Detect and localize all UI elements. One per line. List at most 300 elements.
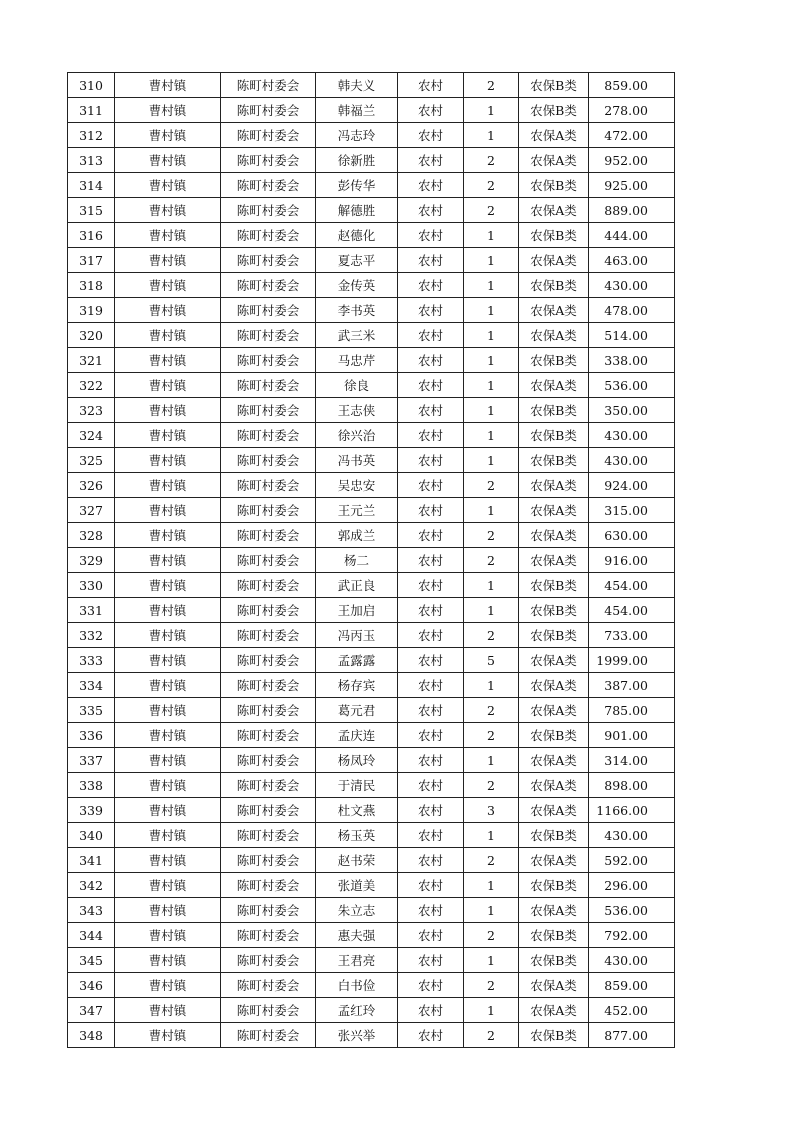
area-type-cell: 农村 (398, 873, 464, 898)
amount-cell: 536.00 (589, 373, 675, 398)
household-size-cell: 1 (464, 423, 519, 448)
amount-cell: 454.00 (589, 573, 675, 598)
village-committee-cell: 陈町村委会 (221, 198, 316, 223)
town-cell: 曹村镇 (115, 198, 221, 223)
table-row (68, 823, 675, 848)
name-cell: 杨二 (316, 548, 398, 573)
village-committee-cell: 陈町村委会 (221, 798, 316, 823)
area-type-cell: 农村 (398, 923, 464, 948)
category-cell: 农保A类 (519, 998, 589, 1023)
table-row (68, 573, 675, 598)
household-size-cell: 1 (464, 248, 519, 273)
household-size-cell: 2 (464, 523, 519, 548)
area-type-cell: 农村 (398, 223, 464, 248)
town-cell: 曹村镇 (115, 123, 221, 148)
household-size-cell: 1 (464, 223, 519, 248)
row-number-cell: 312 (68, 123, 115, 148)
household-size-cell: 2 (464, 173, 519, 198)
name-cell: 韩夫义 (316, 73, 398, 98)
category-cell: 农保B类 (519, 173, 589, 198)
area-type-cell: 农村 (398, 348, 464, 373)
name-cell: 徐良 (316, 373, 398, 398)
table-row (68, 623, 675, 648)
amount-cell: 592.00 (589, 848, 675, 873)
village-committee-cell: 陈町村委会 (221, 248, 316, 273)
row-number-cell: 331 (68, 598, 115, 623)
name-cell: 杜文燕 (316, 798, 398, 823)
amount-cell: 387.00 (589, 673, 675, 698)
data-table (67, 72, 675, 1048)
row-number-cell: 330 (68, 573, 115, 598)
amount-cell: 314.00 (589, 748, 675, 773)
table-row (68, 223, 675, 248)
table-row (68, 373, 675, 398)
village-committee-cell: 陈町村委会 (221, 1023, 316, 1048)
amount-cell: 463.00 (589, 248, 675, 273)
area-type-cell: 农村 (398, 398, 464, 423)
category-cell: 农保A类 (519, 748, 589, 773)
village-committee-cell: 陈町村委会 (221, 873, 316, 898)
village-committee-cell: 陈町村委会 (221, 298, 316, 323)
household-size-cell: 5 (464, 648, 519, 673)
name-cell: 孟庆连 (316, 723, 398, 748)
household-size-cell: 1 (464, 748, 519, 773)
village-committee-cell: 陈町村委会 (221, 498, 316, 523)
category-cell: 农保B类 (519, 823, 589, 848)
amount-cell: 444.00 (589, 223, 675, 248)
town-cell: 曹村镇 (115, 948, 221, 973)
town-cell: 曹村镇 (115, 348, 221, 373)
table-row (68, 523, 675, 548)
table-row (68, 698, 675, 723)
category-cell: 农保A类 (519, 673, 589, 698)
row-number-cell: 319 (68, 298, 115, 323)
area-type-cell: 农村 (398, 898, 464, 923)
row-number-cell: 326 (68, 473, 115, 498)
household-size-cell: 1 (464, 323, 519, 348)
town-cell: 曹村镇 (115, 1023, 221, 1048)
area-type-cell: 农村 (398, 673, 464, 698)
village-committee-cell: 陈町村委会 (221, 398, 316, 423)
row-number-cell: 340 (68, 823, 115, 848)
category-cell: 农保A类 (519, 373, 589, 398)
town-cell: 曹村镇 (115, 523, 221, 548)
category-cell: 农保A类 (519, 648, 589, 673)
name-cell: 彭传华 (316, 173, 398, 198)
category-cell: 农保A类 (519, 148, 589, 173)
table-row (68, 998, 675, 1023)
amount-cell: 350.00 (589, 398, 675, 423)
category-cell: 农保A类 (519, 248, 589, 273)
town-cell: 曹村镇 (115, 323, 221, 348)
row-number-cell: 333 (68, 648, 115, 673)
name-cell: 郭成兰 (316, 523, 398, 548)
row-number-cell: 346 (68, 973, 115, 998)
household-size-cell: 3 (464, 798, 519, 823)
category-cell: 农保A类 (519, 973, 589, 998)
table-body (68, 73, 675, 1048)
town-cell: 曹村镇 (115, 498, 221, 523)
amount-cell: 1166.00 (589, 798, 675, 823)
table-row (68, 773, 675, 798)
category-cell: 农保A类 (519, 523, 589, 548)
area-type-cell: 农村 (398, 548, 464, 573)
row-number-cell: 335 (68, 698, 115, 723)
area-type-cell: 农村 (398, 648, 464, 673)
area-type-cell: 农村 (398, 323, 464, 348)
household-size-cell: 2 (464, 548, 519, 573)
name-cell: 孟露露 (316, 648, 398, 673)
row-number-cell: 318 (68, 273, 115, 298)
village-committee-cell: 陈町村委会 (221, 523, 316, 548)
town-cell: 曹村镇 (115, 423, 221, 448)
table-row (68, 173, 675, 198)
row-number-cell: 332 (68, 623, 115, 648)
row-number-cell: 336 (68, 723, 115, 748)
village-committee-cell: 陈町村委会 (221, 648, 316, 673)
household-size-cell: 1 (464, 348, 519, 373)
row-number-cell: 345 (68, 948, 115, 973)
town-cell: 曹村镇 (115, 448, 221, 473)
amount-cell: 1999.00 (589, 648, 675, 673)
table-row (68, 948, 675, 973)
area-type-cell: 农村 (398, 848, 464, 873)
name-cell: 杨存宾 (316, 673, 398, 698)
name-cell: 徐新胜 (316, 148, 398, 173)
household-size-cell: 1 (464, 98, 519, 123)
name-cell: 王志侠 (316, 398, 398, 423)
village-committee-cell: 陈町村委会 (221, 223, 316, 248)
area-type-cell: 农村 (398, 948, 464, 973)
category-cell: 农保A类 (519, 473, 589, 498)
row-number-cell: 348 (68, 1023, 115, 1048)
village-committee-cell: 陈町村委会 (221, 698, 316, 723)
amount-cell: 514.00 (589, 323, 675, 348)
town-cell: 曹村镇 (115, 923, 221, 948)
amount-cell: 430.00 (589, 273, 675, 298)
table-row (68, 73, 675, 98)
town-cell: 曹村镇 (115, 73, 221, 98)
area-type-cell: 农村 (398, 798, 464, 823)
household-size-cell: 1 (464, 398, 519, 423)
town-cell: 曹村镇 (115, 673, 221, 698)
category-cell: 农保A类 (519, 798, 589, 823)
household-size-cell: 1 (464, 273, 519, 298)
name-cell: 冯志玲 (316, 123, 398, 148)
table-row (68, 198, 675, 223)
amount-cell: 430.00 (589, 948, 675, 973)
area-type-cell: 农村 (398, 973, 464, 998)
row-number-cell: 329 (68, 548, 115, 573)
household-size-cell: 1 (464, 673, 519, 698)
village-committee-cell: 陈町村委会 (221, 148, 316, 173)
category-cell: 农保B类 (519, 598, 589, 623)
village-committee-cell: 陈町村委会 (221, 723, 316, 748)
household-size-cell: 2 (464, 848, 519, 873)
household-size-cell: 2 (464, 973, 519, 998)
amount-cell: 338.00 (589, 348, 675, 373)
amount-cell: 952.00 (589, 148, 675, 173)
village-committee-cell: 陈町村委会 (221, 448, 316, 473)
household-size-cell: 2 (464, 198, 519, 223)
amount-cell: 877.00 (589, 1023, 675, 1048)
village-committee-cell: 陈町村委会 (221, 823, 316, 848)
amount-cell: 859.00 (589, 73, 675, 98)
category-cell: 农保B类 (519, 573, 589, 598)
amount-cell: 859.00 (589, 973, 675, 998)
area-type-cell: 农村 (398, 748, 464, 773)
table-row (68, 273, 675, 298)
amount-cell: 430.00 (589, 448, 675, 473)
name-cell: 朱立志 (316, 898, 398, 923)
row-number-cell: 344 (68, 923, 115, 948)
category-cell: 农保B类 (519, 448, 589, 473)
town-cell: 曹村镇 (115, 973, 221, 998)
amount-cell: 785.00 (589, 698, 675, 723)
category-cell: 农保A类 (519, 848, 589, 873)
table-row (68, 873, 675, 898)
village-committee-cell: 陈町村委会 (221, 98, 316, 123)
name-cell: 王加启 (316, 598, 398, 623)
row-number-cell: 347 (68, 998, 115, 1023)
amount-cell: 924.00 (589, 473, 675, 498)
table-row (68, 723, 675, 748)
household-size-cell: 1 (464, 123, 519, 148)
table-row (68, 848, 675, 873)
town-cell: 曹村镇 (115, 223, 221, 248)
village-committee-cell: 陈町村委会 (221, 898, 316, 923)
name-cell: 张道美 (316, 873, 398, 898)
row-number-cell: 337 (68, 748, 115, 773)
area-type-cell: 农村 (398, 148, 464, 173)
area-type-cell: 农村 (398, 998, 464, 1023)
town-cell: 曹村镇 (115, 623, 221, 648)
town-cell: 曹村镇 (115, 823, 221, 848)
area-type-cell: 农村 (398, 273, 464, 298)
table-page (67, 72, 675, 1048)
amount-cell: 889.00 (589, 198, 675, 223)
household-size-cell: 1 (464, 998, 519, 1023)
amount-cell: 296.00 (589, 873, 675, 898)
household-size-cell: 2 (464, 1023, 519, 1048)
village-committee-cell: 陈町村委会 (221, 423, 316, 448)
table-row (68, 648, 675, 673)
name-cell: 冯书英 (316, 448, 398, 473)
town-cell: 曹村镇 (115, 473, 221, 498)
household-size-cell: 2 (464, 773, 519, 798)
table-row (68, 448, 675, 473)
row-number-cell: 320 (68, 323, 115, 348)
table-row (68, 548, 675, 573)
household-size-cell: 1 (464, 498, 519, 523)
village-committee-cell: 陈町村委会 (221, 748, 316, 773)
row-number-cell: 317 (68, 248, 115, 273)
row-number-cell: 343 (68, 898, 115, 923)
village-committee-cell: 陈町村委会 (221, 548, 316, 573)
area-type-cell: 农村 (398, 198, 464, 223)
table-row (68, 423, 675, 448)
category-cell: 农保A类 (519, 198, 589, 223)
name-cell: 白书俭 (316, 973, 398, 998)
village-committee-cell: 陈町村委会 (221, 573, 316, 598)
row-number-cell: 323 (68, 398, 115, 423)
town-cell: 曹村镇 (115, 723, 221, 748)
town-cell: 曹村镇 (115, 773, 221, 798)
name-cell: 吴忠安 (316, 473, 398, 498)
area-type-cell: 农村 (398, 623, 464, 648)
table-row (68, 748, 675, 773)
amount-cell: 430.00 (589, 823, 675, 848)
category-cell: 农保B类 (519, 923, 589, 948)
village-committee-cell: 陈町村委会 (221, 973, 316, 998)
category-cell: 农保B类 (519, 398, 589, 423)
town-cell: 曹村镇 (115, 698, 221, 723)
table-row (68, 473, 675, 498)
area-type-cell: 农村 (398, 1023, 464, 1048)
village-committee-cell: 陈町村委会 (221, 348, 316, 373)
category-cell: 农保B类 (519, 223, 589, 248)
area-type-cell: 农村 (398, 823, 464, 848)
name-cell: 马忠芹 (316, 348, 398, 373)
area-type-cell: 农村 (398, 98, 464, 123)
village-committee-cell: 陈町村委会 (221, 173, 316, 198)
area-type-cell: 农村 (398, 473, 464, 498)
name-cell: 徐兴治 (316, 423, 398, 448)
area-type-cell: 农村 (398, 723, 464, 748)
town-cell: 曹村镇 (115, 573, 221, 598)
household-size-cell: 2 (464, 73, 519, 98)
household-size-cell: 1 (464, 573, 519, 598)
town-cell: 曹村镇 (115, 898, 221, 923)
row-number-cell: 313 (68, 148, 115, 173)
village-committee-cell: 陈町村委会 (221, 998, 316, 1023)
category-cell: 农保A类 (519, 123, 589, 148)
area-type-cell: 农村 (398, 448, 464, 473)
row-number-cell: 321 (68, 348, 115, 373)
row-number-cell: 328 (68, 523, 115, 548)
name-cell: 杨凤玲 (316, 748, 398, 773)
table-row (68, 123, 675, 148)
category-cell: 农保A类 (519, 898, 589, 923)
row-number-cell: 338 (68, 773, 115, 798)
row-number-cell: 310 (68, 73, 115, 98)
area-type-cell: 农村 (398, 423, 464, 448)
town-cell: 曹村镇 (115, 298, 221, 323)
town-cell: 曹村镇 (115, 873, 221, 898)
village-committee-cell: 陈町村委会 (221, 598, 316, 623)
village-committee-cell: 陈町村委会 (221, 673, 316, 698)
name-cell: 孟红玲 (316, 998, 398, 1023)
table-row (68, 798, 675, 823)
row-number-cell: 311 (68, 98, 115, 123)
amount-cell: 916.00 (589, 548, 675, 573)
area-type-cell: 农村 (398, 173, 464, 198)
row-number-cell: 316 (68, 223, 115, 248)
table-row (68, 348, 675, 373)
household-size-cell: 2 (464, 473, 519, 498)
area-type-cell: 农村 (398, 773, 464, 798)
area-type-cell: 农村 (398, 298, 464, 323)
amount-cell: 472.00 (589, 123, 675, 148)
area-type-cell: 农村 (398, 698, 464, 723)
village-committee-cell: 陈町村委会 (221, 473, 316, 498)
household-size-cell: 1 (464, 898, 519, 923)
category-cell: 农保B类 (519, 98, 589, 123)
village-committee-cell: 陈町村委会 (221, 123, 316, 148)
town-cell: 曹村镇 (115, 273, 221, 298)
town-cell: 曹村镇 (115, 373, 221, 398)
name-cell: 武三米 (316, 323, 398, 348)
village-committee-cell: 陈町村委会 (221, 948, 316, 973)
village-committee-cell: 陈町村委会 (221, 323, 316, 348)
category-cell: 农保A类 (519, 698, 589, 723)
town-cell: 曹村镇 (115, 998, 221, 1023)
name-cell: 王元兰 (316, 498, 398, 523)
area-type-cell: 农村 (398, 598, 464, 623)
row-number-cell: 341 (68, 848, 115, 873)
area-type-cell: 农村 (398, 123, 464, 148)
amount-cell: 278.00 (589, 98, 675, 123)
town-cell: 曹村镇 (115, 548, 221, 573)
area-type-cell: 农村 (398, 248, 464, 273)
category-cell: 农保B类 (519, 423, 589, 448)
category-cell: 农保A类 (519, 323, 589, 348)
category-cell: 农保B类 (519, 1023, 589, 1048)
table-row (68, 673, 675, 698)
name-cell: 李书英 (316, 298, 398, 323)
household-size-cell: 2 (464, 723, 519, 748)
village-committee-cell: 陈町村委会 (221, 623, 316, 648)
row-number-cell: 322 (68, 373, 115, 398)
household-size-cell: 1 (464, 448, 519, 473)
name-cell: 于清民 (316, 773, 398, 798)
amount-cell: 733.00 (589, 623, 675, 648)
name-cell: 杨玉英 (316, 823, 398, 848)
town-cell: 曹村镇 (115, 648, 221, 673)
name-cell: 解德胜 (316, 198, 398, 223)
town-cell: 曹村镇 (115, 598, 221, 623)
category-cell: 农保B类 (519, 948, 589, 973)
town-cell: 曹村镇 (115, 98, 221, 123)
category-cell: 农保B类 (519, 348, 589, 373)
town-cell: 曹村镇 (115, 848, 221, 873)
name-cell: 惠夫强 (316, 923, 398, 948)
name-cell: 葛元君 (316, 698, 398, 723)
category-cell: 农保B类 (519, 723, 589, 748)
row-number-cell: 327 (68, 498, 115, 523)
household-size-cell: 1 (464, 598, 519, 623)
area-type-cell: 农村 (398, 498, 464, 523)
table-row (68, 973, 675, 998)
amount-cell: 536.00 (589, 898, 675, 923)
row-number-cell: 334 (68, 673, 115, 698)
table-row (68, 298, 675, 323)
household-size-cell: 2 (464, 923, 519, 948)
amount-cell: 430.00 (589, 423, 675, 448)
name-cell: 武正良 (316, 573, 398, 598)
amount-cell: 898.00 (589, 773, 675, 798)
row-number-cell: 324 (68, 423, 115, 448)
amount-cell: 792.00 (589, 923, 675, 948)
town-cell: 曹村镇 (115, 173, 221, 198)
name-cell: 韩福兰 (316, 98, 398, 123)
town-cell: 曹村镇 (115, 248, 221, 273)
amount-cell: 630.00 (589, 523, 675, 548)
name-cell: 夏志平 (316, 248, 398, 273)
household-size-cell: 2 (464, 623, 519, 648)
row-number-cell: 325 (68, 448, 115, 473)
village-committee-cell: 陈町村委会 (221, 923, 316, 948)
